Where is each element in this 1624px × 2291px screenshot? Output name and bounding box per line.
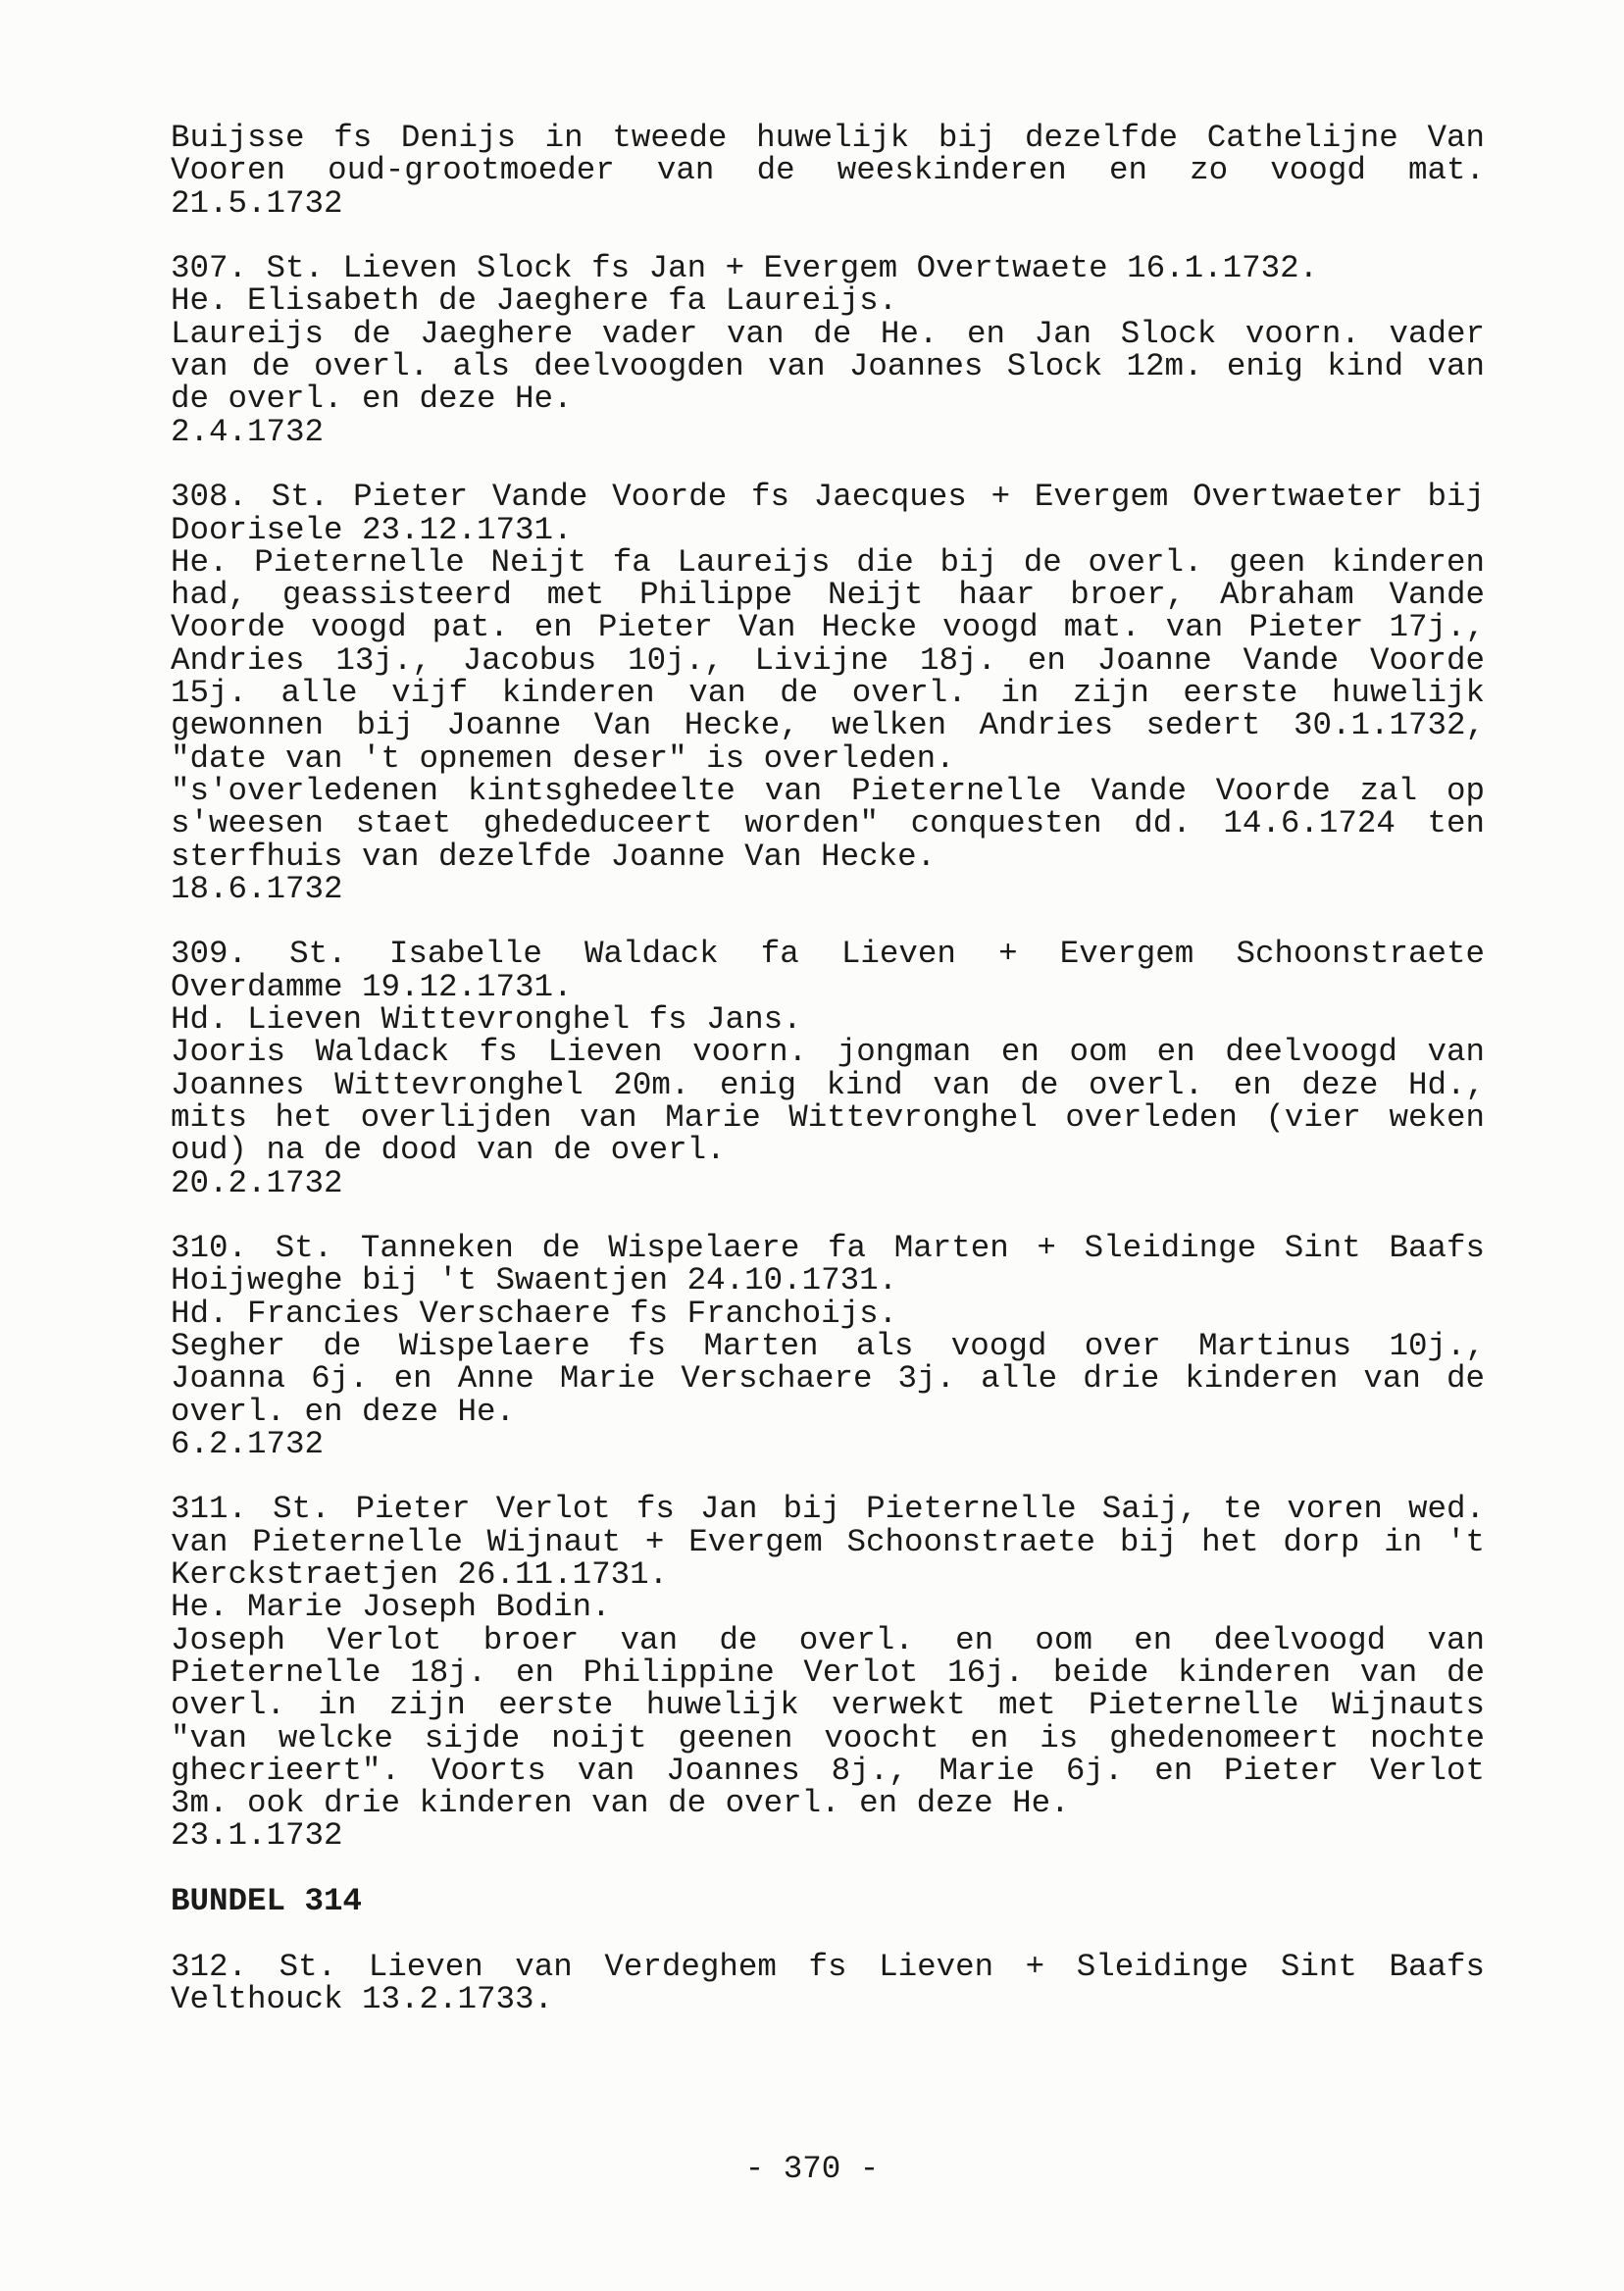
text-line: 312. St. Lieven van Verdeghem fs Lieven + Sleidinge Sint Baafs (171, 1948, 1485, 1985)
text-line: overl. en deze He. (171, 1393, 516, 1430)
text-line: Hd. Lieven Wittevronghel fs Jans. (171, 1001, 802, 1039)
record-entry (171, 122, 1485, 220)
text-line: s'weesen staet ghededuceert worden" conquesten dd. 14.6.1724 ten (171, 805, 1485, 842)
text-line: Joanna 6j. en Anne Marie Verschaere 3j. alle drie kinderen van de (171, 1360, 1485, 1398)
text-line: 6.2.1732 (171, 1425, 325, 1462)
text-line: 309. St. Isabelle Waldack fa Lieven + Evergem Schoonstraete (171, 936, 1485, 973)
text-line: 21.5.1732 (171, 184, 343, 222)
text-line: Jooris Waldack fs Lieven voorn. jongman en oom en deelvoogd van (171, 1034, 1485, 1071)
text-line: Overdamme 19.12.1731. (171, 968, 573, 1005)
record-entry (171, 481, 1485, 905)
text-line: 308. St. Pieter Vande Voorde fs Jaecques + Evergem Overtwaeter bij (171, 479, 1485, 516)
text-line: Joseph Verlot broer van de overl. en oom en deelvoogd van (171, 1621, 1485, 1658)
record-entry (171, 936, 1485, 1201)
text-line: Velthouck 13.2.1733. (171, 1980, 554, 2017)
text-line: Joannes Wittevronghel 20m. enig kind van de overl. en deze Hd., (171, 1066, 1485, 1103)
page-number: - 370 - (744, 2151, 880, 2187)
text-line: Andries 13j., Jacobus 10j., Livijne 18j. en Joanne Vande Voorde (171, 641, 1485, 679)
text-line: He. Elisabeth de Jaeghere fa Laureijs. (171, 282, 898, 320)
text-line: had, geassisteerd met Philippe Neijt haar broer, Abraham Vande (171, 577, 1485, 614)
text-line: sterfhuis van dezelfde Joanne Van Hecke. (171, 838, 937, 875)
text-line: 18.6.1732 (171, 870, 343, 907)
text-line: Hd. Francies Verschaere fs Franchoijs. (171, 1295, 898, 1332)
text-line: mits het overlijden van Marie Wittevronghel overleden (vier weken (171, 1098, 1485, 1136)
text-line: 310. St. Tanneken de Wispelaere fa Marten + Sleidinge Sint Baafs (171, 1230, 1485, 1267)
text-line: 307. St. Lieven Slock fs Jan + Evergem Overtwaete 16.1.1732. (171, 250, 1319, 287)
text-line: ghecrieert". Voorts van Joannes 8j., Marie 6j. en Pieter Verlot (171, 1752, 1485, 1789)
text-line: Pieternelle 18j. en Philippine Verlot 16j. beide kinderen van de (171, 1654, 1485, 1691)
text-line: Voorde voogd pat. en Pieter Van Hecke voogd mat. van Pieter 17j., (171, 609, 1485, 646)
text-line: 3m. ook drie kinderen van de overl. en deze He. (171, 1785, 1070, 1822)
text-line: 20.2.1732 (171, 1164, 343, 1201)
text-line: overl. in zijn eerste huwelijk verwekt met Pieternelle Wijnauts (171, 1687, 1485, 1724)
record-entry (171, 1491, 1485, 1855)
text-line: "date van 't opnemen deser" is overleden. (171, 739, 955, 777)
text-line: 2.4.1732 (171, 413, 325, 450)
record-entry (171, 1948, 1485, 2017)
text-line: oud) na de dood van de overl. (171, 1132, 726, 1169)
text-line: He. Marie Joseph Bodin. (171, 1589, 611, 1626)
text-line: de overl. en deze He. (171, 381, 573, 418)
record-entry (171, 1232, 1485, 1460)
document-body (171, 122, 1485, 2049)
text-line: Laureijs de Jaeghere vader van de He. en Jan Slock voorn. vader (171, 315, 1485, 352)
text-line: gewonnen bij Joanne Van Hecke, welken Andries sedert 30.1.1732, (171, 707, 1485, 744)
text-line: Segher de Wispelaere fs Marten als voogd over Martinus 10j., (171, 1327, 1485, 1364)
record-entry (171, 252, 1485, 448)
text-line: Kerckstraetjen 26.11.1731. (171, 1556, 669, 1594)
text-line: Hoijweghe bij 't Swaentjen 24.10.1731. (171, 1262, 898, 1299)
text-line: Vooren oud-grootmoeder van de weeskinderen en zo voogd mat. (171, 152, 1485, 189)
text-line: 15j. alle vijf kinderen van de overl. in zijn eerste huwelijk (171, 675, 1485, 712)
text-line: van Pieternelle Wijnaut + Evergem Schoonstraete bij het dorp in 't (171, 1523, 1485, 1560)
text-line: 23.1.1732 (171, 1817, 343, 1855)
text-line: "van welcke sijde noijt geenen voocht en is ghedenomeert nochte (171, 1719, 1485, 1756)
text-line: "s'overledenen kintsghedeelte van Pieternelle Vande Voorde zal op (171, 772, 1485, 809)
text-line: Doorisele 23.12.1731. (171, 511, 573, 548)
text-line: van de overl. als deelvoogden van Joannes Slock 12m. enig kind van (171, 348, 1485, 385)
bundel-heading: BUNDEL 314 (171, 1883, 363, 1920)
text-line: 311. St. Pieter Verlot fs Jan bij Pieternelle Saij, te voren wed. (171, 1491, 1485, 1528)
text-line: He. Pieternelle Neijt fa Laureijs die bij de overl. geen kinderen (171, 543, 1485, 581)
text-line: Buijsse fs Denijs in tweede huwelijk bij dezelfde Cathelijne Van (171, 120, 1485, 156)
